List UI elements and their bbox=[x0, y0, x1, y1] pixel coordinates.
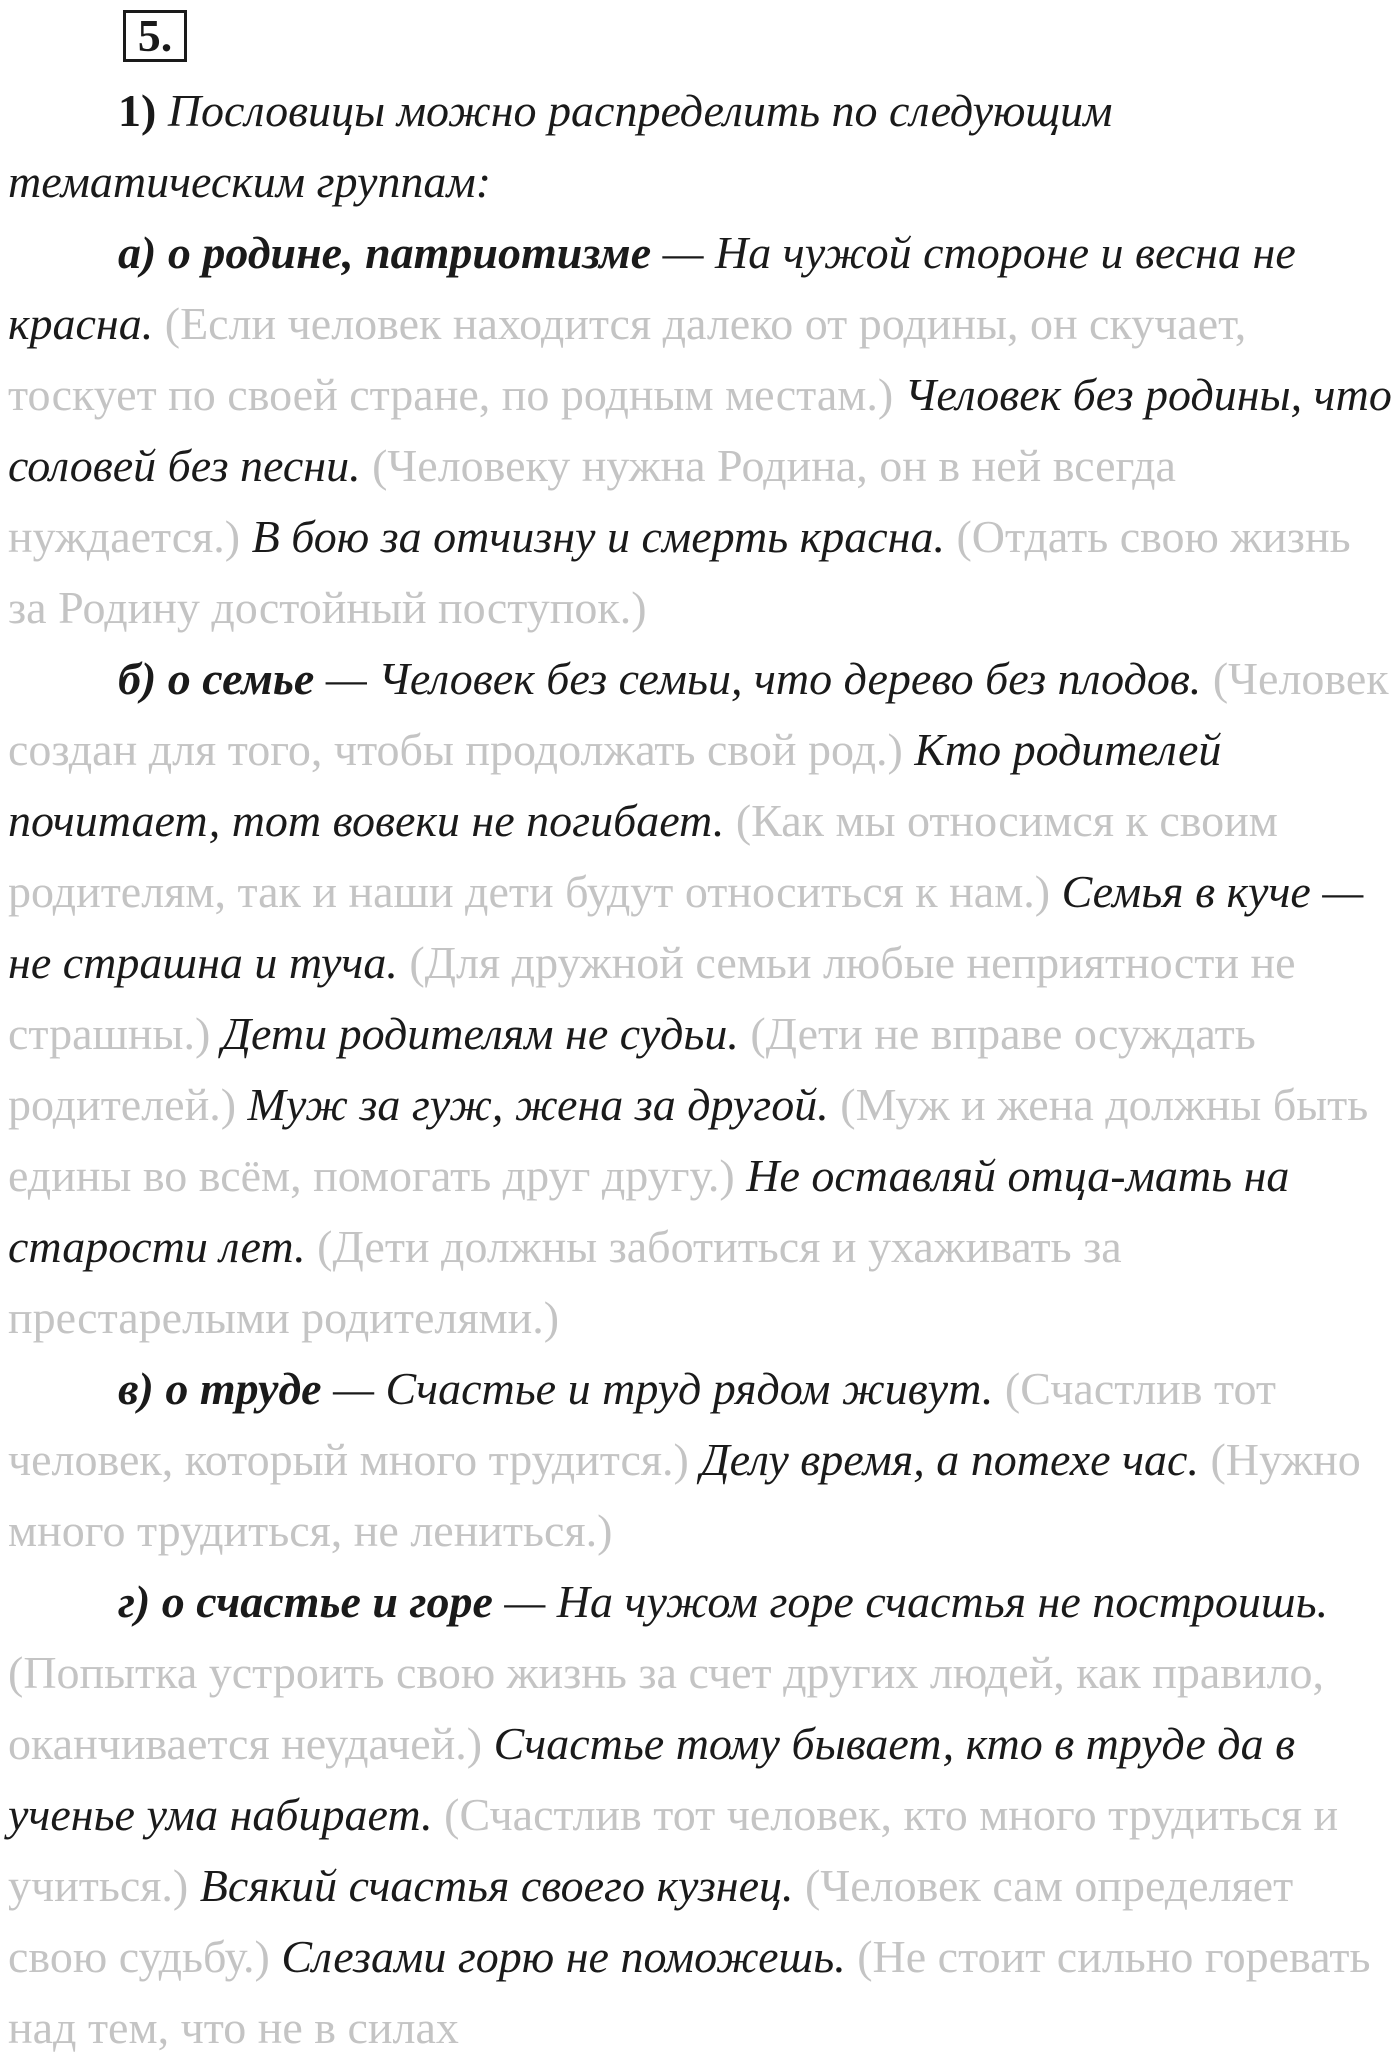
proverb: Человек без семьи, что дерево без плодов. bbox=[378, 653, 1202, 704]
document-page bbox=[8, 0, 1398, 2053]
proverb: Не оставляй отца-мать на старости лет. bbox=[8, 1150, 1290, 1272]
group-heading: в) о труде bbox=[118, 1363, 322, 1414]
group-paragraph: в) о труде — Счастье и труд рядом живут. (Счастлив тот человек, который много трудится.) Делу время, а потехе час. (Нужно много трудиться, не лениться.) bbox=[8, 1363, 1361, 1556]
proverb: Счастье тому бывает, кто в труде да в ученье ума набирает. bbox=[8, 1718, 1296, 1840]
group-paragraph: б) о семье — Человек без семьи, что дерево без плодов. (Человек создан для того, чтобы продолжать свой род.) Кто родителей почитает, тот вовеки не погибает. (Как мы относимся к своим родителям, так и наши дети будут относиться к нам.) Семья в куче — не страшна и туча. (Для дружной семьи любые неприятности не страшны.) Дети родителям не судьи. (Дети не вправе осуждать родителей.) Муж за гуж, жена за другой. (Муж и жена должны быть едины во всём, помогать друг другу.) Не оставляй отца-мать на старости лет. (Дети должны заботиться и ухаживать за престарелыми родителями.) bbox=[8, 653, 1389, 1343]
explanation: (Нужно много трудиться, не лениться.) bbox=[8, 1434, 1361, 1556]
proverb: Делу время, а потехе час. bbox=[700, 1434, 1199, 1485]
intro-paragraph bbox=[8, 75, 1398, 217]
proverb: Семья в куче — не страшна и туча. bbox=[8, 866, 1364, 988]
proverb: На чужой стороне и весна не красна. bbox=[8, 227, 1296, 349]
proverb: Кто родителей почитает, тот вовеки не погибает. bbox=[8, 724, 1222, 846]
explanation: (Если человек находится далеко от родины, он скучает, тоскует по своей стране, по родным местам.) bbox=[8, 298, 1247, 420]
explanation: (Муж и жена должны быть едины во всём, помогать друг другу.) bbox=[8, 1079, 1369, 1201]
document-text bbox=[8, 75, 1398, 2063]
proverb: В бою за отчизну и смерть красна. bbox=[251, 511, 945, 562]
explanation: (Человек создан для того, чтобы продолжать свой род.) bbox=[8, 653, 1389, 775]
proverb: Слезами горю не поможешь. bbox=[281, 1931, 846, 1982]
group-paragraph: а) о родине, патриотизме — На чужой стороне и весна не красна. (Если человек находится далеко от родины, он скучает, тоскует по своей стране, по родным местам.) Человек без родины, что соловей без песни. (Человеку нужна Родина, он в ней всегда нуждается.) В бою за отчизну и смерть красна. (Отдать свою жизнь за Родину достойный поступок.) bbox=[8, 227, 1392, 633]
proverb: Муж за гуж, жена за другой. bbox=[247, 1079, 829, 1130]
explanation: (Счастлив тот человек, кто много трудиться и учиться.) bbox=[8, 1789, 1339, 1911]
explanation: (Не стоит сильно горевать над тем, что не в силах bbox=[8, 1931, 1371, 2053]
explanation: (Дети не вправе осуждать родителей.) bbox=[8, 1008, 1256, 1130]
proverb: На чужом горе счастья не построишь. bbox=[556, 1576, 1329, 1627]
group-heading: а) о родине, патриотизме bbox=[118, 227, 652, 278]
explanation: (Человеку нужна Родина, он в ней всегда нуждается.) bbox=[8, 440, 1176, 562]
proverb: Счастье и труд рядом живут. bbox=[385, 1363, 994, 1414]
proverb: Всякий счастья своего кузнец. bbox=[199, 1860, 794, 1911]
explanation: (Отдать свою жизнь за Родину достойный поступок.) bbox=[8, 511, 1351, 633]
explanation: (Человек сам определяет свою судьбу.) bbox=[8, 1860, 1294, 1982]
group-paragraph: г) о счастье и горе — На чужом горе счастья не построишь. (Попытка устроить свою жизнь за счет других людей, как правило, оканчивается неудачей.) Счастье тому бывает, кто в труде да в ученье ума набирает. (Счастлив тот человек, кто много трудиться и учиться.) Всякий счастья своего кузнец. (Человек сам определяет свою судьбу.) Слезами горю не поможешь. (Не стоит сильно горевать над тем, что не в силах bbox=[8, 1576, 1371, 2053]
explanation: (Счастлив тот человек, который много трудится.) bbox=[8, 1363, 1276, 1485]
proverb: Человек без родины, что соловей без песни. bbox=[8, 369, 1392, 491]
intro-number: 1) bbox=[118, 85, 157, 136]
group-heading: б) о семье bbox=[118, 653, 315, 704]
explanation: (Для дружной семьи любые неприятности не страшны.) bbox=[8, 937, 1296, 1059]
exercise-number: 5. bbox=[123, 10, 187, 62]
explanation: (Дети должны заботиться и ухаживать за престарелыми родителями.) bbox=[8, 1221, 1122, 1343]
intro-text: Пословицы можно распределить по следующим тематическим группам: bbox=[8, 85, 1113, 207]
explanation: (Как мы относимся к своим родителям, так и наши дети будут относиться к нам.) bbox=[8, 795, 1278, 917]
group-heading: г) о счастье и горе bbox=[118, 1576, 493, 1627]
proverb: Дети родителям не судьи. bbox=[221, 1008, 739, 1059]
explanation: (Попытка устроить свою жизнь за счет других людей, как правило, оканчивается неудачей.) bbox=[8, 1647, 1325, 1769]
